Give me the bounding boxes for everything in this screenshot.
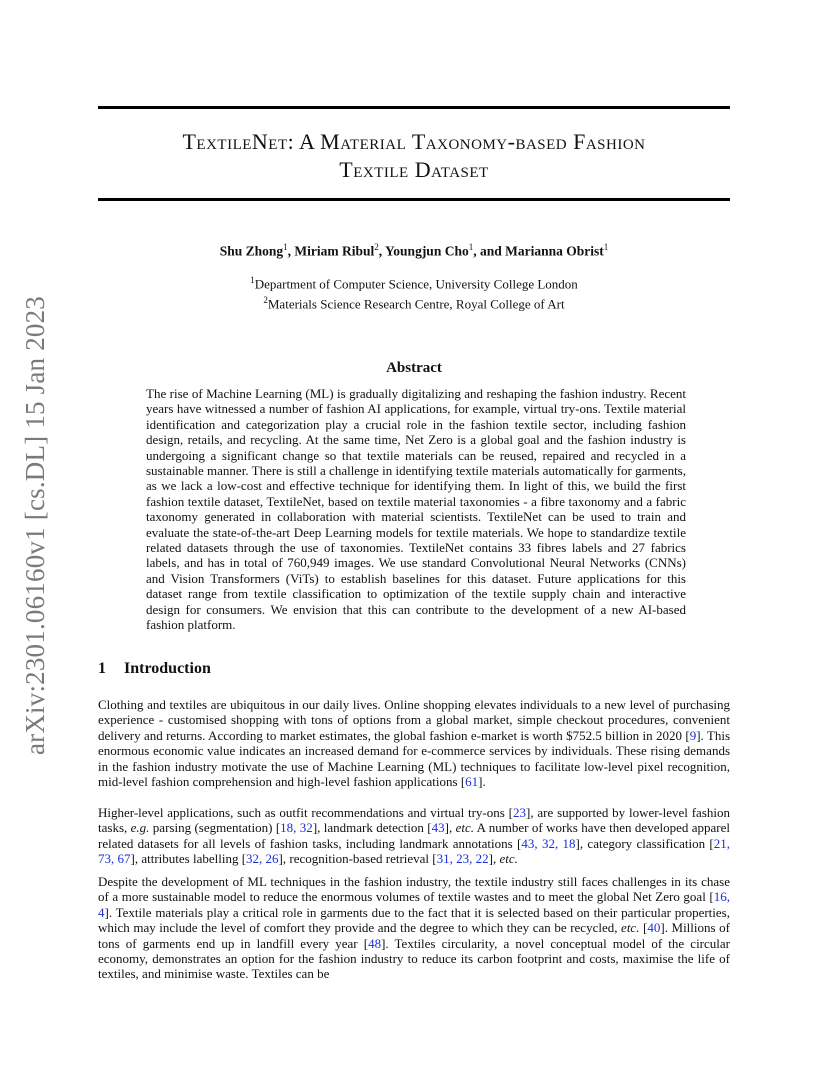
title-rule-bottom bbox=[98, 198, 730, 201]
affiliation-2: $^2$Materials Science Research Centre, Royal College of Art bbox=[263, 295, 565, 312]
author-affiliation-mark: 2 bbox=[374, 242, 379, 252]
affiliation-mark: 2 bbox=[263, 295, 268, 306]
affiliations bbox=[98, 272, 730, 313]
intro-paragraph-1: Clothing and textiles are ubiquitous in our daily lives. Online shopping elevates individuals to a new level of purchasing experience - customised shopping with tons of options from a global market, simple checkout procedures, convenient delivery and returns. According to market estimates, the global fashion e-market is worth $752.5 billion in 2020 [9]. This enormous economic value indicates an increased demand for e-commerce services by individuals. These rising demands in the fashion industry motivate the use of Machine Learning (ML) techniques to facilitate low-level pixel recognition, mid-level fashion comprehension and high-level fashion applications [61]. bbox=[98, 697, 730, 790]
paper-title bbox=[98, 128, 730, 184]
intro-paragraph-3: Despite the development of ML techniques in the fashion industry, the textile industry still faces challenges in its chase of a more sustainable model to reduce the enormous volumes of textile wastes and to meet the global Net Zero goal [16, 4]. Textile materials play a critical role in garments due to the fact that it is selected based on their particular properties, which may include the level of comfort they provide and the degree to which they can be recycled, etc. [40]. Millions of tons of garments end up in landfill every year [48]. Textiles circularity, a novel conceptual model of the circular economy, demonstrates an option for the fashion industry to reduce its carbon footprint and costs, maximise the life of textiles, and minimise waste. Textiles can be bbox=[98, 874, 730, 982]
author-name: Shu Zhong bbox=[219, 243, 284, 259]
section-heading-introduction bbox=[98, 660, 211, 678]
title-line-1: TextileNet: A Material Taxonomy-based Fashion bbox=[182, 129, 646, 154]
citation-link[interactable]: 61 bbox=[465, 774, 479, 790]
abstract-heading: Abstract bbox=[386, 360, 442, 376]
citation-link[interactable]: 43, 32, 18 bbox=[521, 835, 576, 851]
intro-paragraph-2: Higher-level applications, such as outfit recommendations and virtual try-ons [23], are supported by lower-level fashion tasks, e.g. parsing (segmentation) [18, 32], landmark detection [43], etc. A number of works have then developed apparel related datasets for all levels of fashion tasks, including landmark annotations [43, 32, 18], category classification [21, 73, 67], attributes labelling [32, 26], recognition-based retrieval [31, 23, 22], etc. bbox=[98, 805, 731, 867]
arxiv-identifier: arXiv:2301.06160v1 [cs.DL] 15 Jan 2023 bbox=[20, 295, 51, 755]
section-title: Introduction bbox=[124, 660, 211, 677]
affiliation-1: $^1$Department of Computer Science, University College London bbox=[250, 275, 578, 292]
citation-link[interactable]: 43 bbox=[431, 820, 445, 836]
section-number: 1 bbox=[98, 660, 106, 677]
author-name: and Marianna Obrist bbox=[479, 243, 604, 259]
citation-link[interactable]: 16, 4 bbox=[98, 889, 730, 920]
affiliation-mark: 1 bbox=[250, 275, 255, 285]
citation-link[interactable]: 40 bbox=[647, 920, 661, 936]
author-affiliation-mark: 1 bbox=[468, 242, 474, 252]
arxiv-sidebar bbox=[14, 290, 58, 760]
citation-link[interactable]: 31, 23, 22 bbox=[436, 851, 489, 867]
title-rule-top bbox=[98, 106, 730, 109]
abstract-text: The rise of Machine Learning (ML) is gradually digitalizing and reshaping the fashion industry. Recent years have witnessed a number of fashion AI applications, for example, virtual try-ons. Textile material identification and categorization play a crucial role in the fashion textile sector, including fashion design, retails, and recycling. At the same time, Net Zero is a global goal and the fashion industry is undergoing a significant change so that textile materials can be reused, repaired and recycled in a sustainable manner. There is still a challenge in identifying textile materials automatically for garments, as we lack a low-cost and effective technique for identifying them. In light of this, we build the first fashion textile dataset, TextileNet, based on textile material taxonomies - a fibre taxonomy and a fabric taxonomy generated in collaboration with material scientists. TextileNet can be used to train and evaluate the state-of-the-art Deep Learning models for textile materials. We hope to standardize textile related datasets through the use of taxonomies. TextileNet contains 33 fibres labels and 27 fabrics labels, and has in total of 760,949 images. We use standard Convolutional Neural Networks (CNNs) and Vision Transformers (ViTs) to establish baselines for this dataset. Future applications for this dataset range from textile classification to optimization of the textile supply chain and interactive design for consumers. We envision that this can contribute to the development of a new AI-based fashion platform. bbox=[146, 386, 686, 633]
citation-link[interactable]: 48 bbox=[368, 935, 382, 951]
author-affiliation-mark: 1 bbox=[603, 242, 609, 252]
author-affiliation-mark: 1 bbox=[283, 242, 288, 252]
citation-link[interactable]: 23 bbox=[512, 805, 526, 820]
citation-link[interactable]: 21, 73, 67 bbox=[98, 835, 730, 867]
citation-link[interactable]: 32, 26 bbox=[246, 851, 279, 867]
author-list: Shu Zhong$^1$, Miriam Ribul$^2$, Youngjun Cho$^1$, and Marianna Obrist$^1$ bbox=[219, 242, 609, 259]
author-name: Miriam Ribul bbox=[294, 243, 375, 259]
author-name: Youngjun Cho bbox=[385, 243, 469, 259]
title-line-2: Textile Dataset bbox=[339, 157, 489, 182]
citation-link[interactable]: 18, 32 bbox=[280, 820, 313, 836]
citation-link[interactable]: 9 bbox=[689, 727, 697, 743]
